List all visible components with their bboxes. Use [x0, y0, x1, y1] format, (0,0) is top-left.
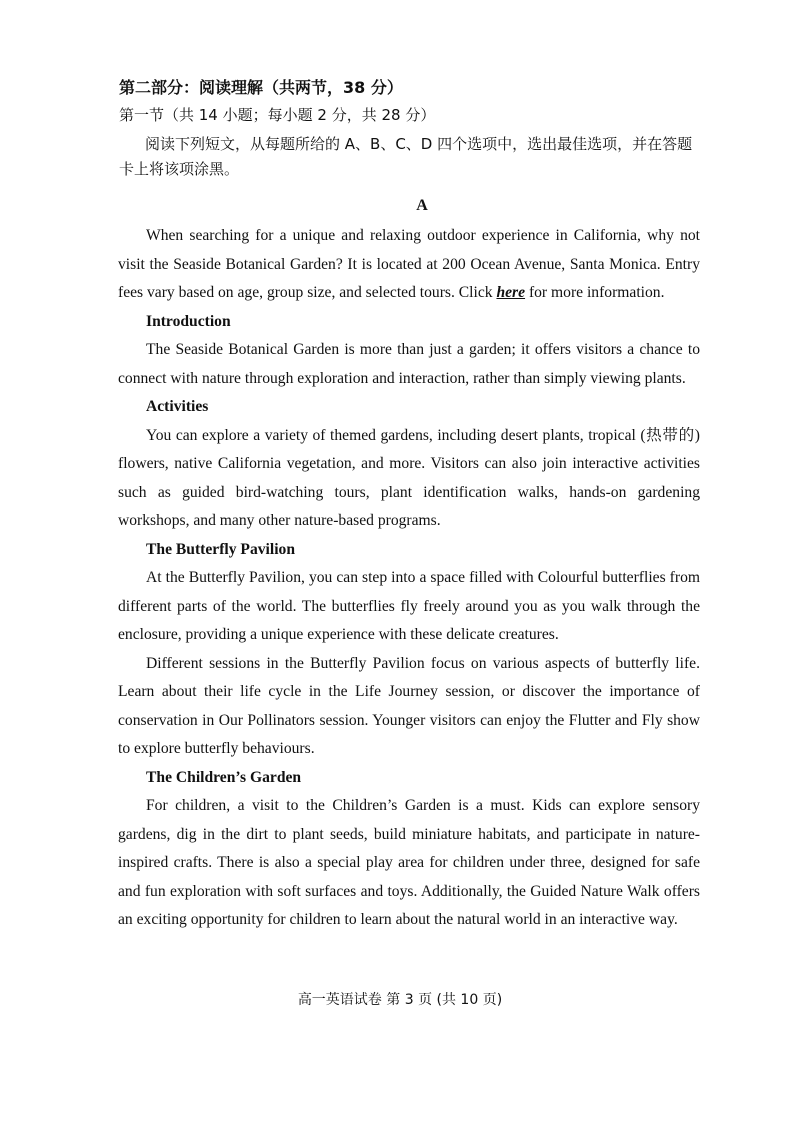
section-title: 第一节（共 14 小题；每小题 2 分，共 28 分） — [119, 106, 436, 124]
passage-letter: A — [416, 197, 428, 214]
part-title: 第二部分：阅读理解（共两节，38 分） — [119, 78, 403, 97]
intro-paragraph — [118, 222, 700, 308]
instruction-line-2: 卡上将该项涂黑。 — [119, 160, 240, 178]
intro-text-after-link: for more information. — [525, 284, 665, 301]
butterfly-paragraph-2: Different sessions in the Butterfly Pavilion focus on various aspects of butterfly life. Learn about their life cycle in the Life Journey session, or discover the importance of conservation in Our Pollinators session. Younger visitors can enjoy the Flutter and Fly show to explore butterfly behaviours. — [118, 654, 700, 757]
activities-paragraph: You can explore a variety of themed gardens, including desert plants, tropical (热带的) flowers, native California vegetation, and more. Visitors can also join interactive activities such as guided bird-watching tours, plant identification walks, hands-on gardening workshops, and many other nature-based programs. — [118, 426, 700, 529]
passage-body — [118, 222, 700, 935]
childrens-garden-paragraph: For children, a visit to the Children’s Garden is a must. Kids can explore sensory gardens, dig in the dirt to plant seeds, build miniature habitats, and participate in nature-inspired crafts. There is also a special play area for children under three, designed for safe and fun exploration with soft surfaces and toys. Additionally, the Guided Nature Walk offers an exciting opportunity for children to learn about the natural world in an interactive way. — [118, 797, 700, 928]
page-footer: 高一英语试卷 第 3 页 (共 10 页) — [297, 992, 503, 1008]
intro-text-before-link: When searching for a unique and relaxing outdoor experience in California, why not visit the Seaside Botanical Garden? It is located at 200 Ocean Avenue, Santa Monica. Entry fees vary based on age, group size, and selected tours. Click — [118, 227, 700, 301]
instruction-line-1: 阅读下列短文，从每题所给的 A、B、C、D 四个选项中，选出最佳选项，并在答题 — [145, 135, 693, 153]
section-heading-introduction: Introduction — [146, 312, 231, 330]
section-heading-butterfly-pavilion: The Butterfly Pavilion — [146, 540, 296, 558]
section-heading-activities: Activities — [146, 398, 209, 415]
butterfly-paragraph-1: At the Butterfly Pavilion, you can step into a space filled with Colourful butterflies from different parts of the world. The butterflies fly freely around you as you walk through the enclosure, providing a unique experience with these delicate creatures. — [118, 569, 700, 643]
introduction-paragraph: The Seaside Botanical Garden is more than just a garden; it offers visitors a chance to connect with nature through exploration and interaction, rather than simply viewing plants. — [118, 341, 700, 387]
section-heading-childrens-garden: The Children’s Garden — [146, 768, 302, 786]
more-info-link[interactable]: here — [496, 284, 526, 301]
